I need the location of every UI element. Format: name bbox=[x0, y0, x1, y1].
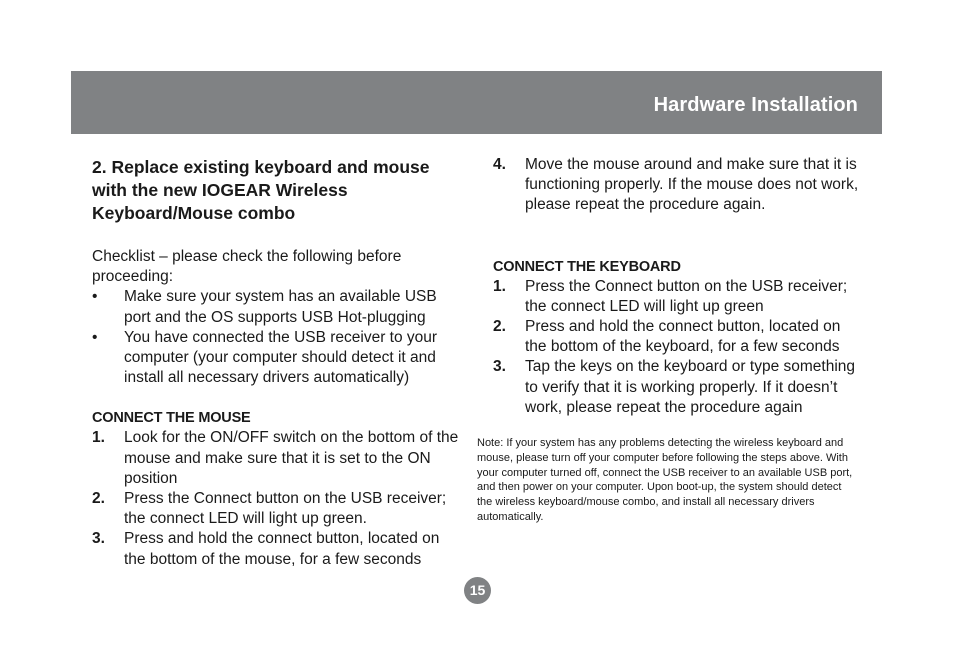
keyboard-step bbox=[493, 317, 863, 357]
checklist-item-text: Make sure your system has an available USB port and the OS supports USB Hot-plugging bbox=[124, 288, 437, 326]
page-number-badge: 15 bbox=[464, 577, 491, 604]
mouse-step bbox=[92, 489, 464, 529]
left-column bbox=[92, 156, 464, 570]
checklist-intro: Checklist – please check the following before proceeding: bbox=[92, 248, 402, 286]
step-text: Look for the ON/OFF switch on the bottom of the mouse and make sure that it is set to the ON position bbox=[124, 429, 459, 487]
bullet-marker: • bbox=[92, 288, 98, 306]
step-text: Press and hold the connect button, located on the bottom of the mouse, for a few seconds bbox=[124, 530, 440, 568]
bullet-marker: • bbox=[92, 328, 98, 346]
keyboard-steps bbox=[493, 277, 863, 418]
connect-keyboard-heading: CONNECT THE KEYBOARD bbox=[493, 258, 681, 275]
keyboard-step bbox=[493, 277, 863, 317]
step-number: 4. bbox=[493, 156, 506, 173]
checklist-item bbox=[92, 328, 464, 389]
checklist-item-text: You have connected the USB receiver to your computer (your computer should detect it and install all necessary drivers automatically) bbox=[124, 328, 438, 387]
mouse-steps-continued bbox=[493, 155, 863, 216]
step-text: Press the Connect button on the USB receiver; the connect LED will light up green bbox=[525, 277, 848, 315]
header-bar bbox=[71, 71, 882, 134]
mouse-step bbox=[493, 155, 863, 216]
mouse-steps bbox=[92, 428, 464, 569]
keyboard-step bbox=[493, 357, 863, 418]
step-text: Tap the keys on the keyboard or type something to verify that it is working properly. If it doesn’t work, please repeat the procedure again bbox=[525, 358, 856, 416]
step-number: 1. bbox=[493, 277, 506, 295]
step-text: Press and hold the connect button, located on the bottom of the keyboard, for a few seconds bbox=[525, 318, 841, 356]
step-number: 3. bbox=[92, 530, 105, 548]
mouse-step bbox=[92, 529, 464, 569]
step-number: 3. bbox=[493, 358, 506, 376]
note-text: Note: If your system has any problems detecting the wireless keyboard and mouse, please turn off your computer before following the steps above. With your computer turned off, connect the USB receiver to an available USB port, and then power on your computer. Upon boot-up, the system should detect the wireless keyboard/mouse combo, and install all necessary drivers automatically. bbox=[477, 437, 853, 524]
connect-mouse-heading: CONNECT THE MOUSE bbox=[92, 410, 251, 427]
section-heading: 2. Replace existing keyboard and mouse with the new IOGEAR Wireless Keyboard/Mouse combo bbox=[92, 157, 430, 223]
mouse-step bbox=[92, 428, 464, 489]
step-text: Move the mouse around and make sure that it is functioning properly. If the mouse does not work, please repeat the procedure again. bbox=[525, 156, 859, 214]
step-number: 1. bbox=[92, 429, 105, 447]
step-number: 2. bbox=[493, 318, 506, 336]
right-column bbox=[477, 155, 863, 525]
step-number: 2. bbox=[92, 490, 105, 508]
page-title: Hardware Installation bbox=[653, 94, 858, 116]
checklist-item bbox=[92, 287, 464, 327]
checklist bbox=[92, 287, 464, 388]
step-text: Press the Connect button on the USB receiver; the connect LED will light up green. bbox=[124, 490, 447, 528]
